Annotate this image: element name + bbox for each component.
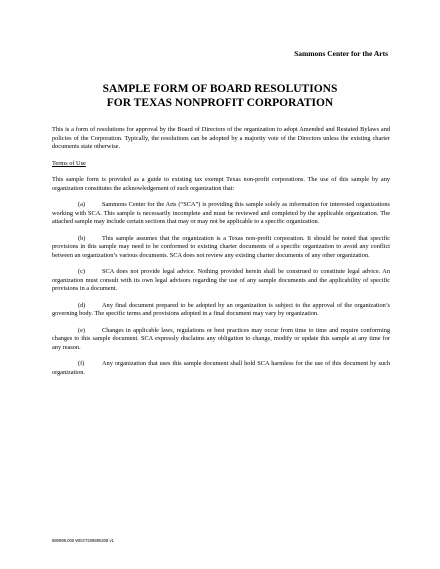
document-title: [0, 82, 440, 110]
terms-intro-paragraph: This sample form is provided as a guide to existing tax exempt Texas non-profit corporations. The use of this sample by any organization constitutes the acknowledgement of such organization that:: [52, 176, 390, 192]
item-label: (c): [78, 268, 85, 275]
document-body: [52, 126, 390, 385]
item-text: SCA does not provide legal advice. Nothing provided herein shall be construed to constitute legal advice. An organization must consult with its own legal advisors regarding the use of any sample documents and the applicability of specific provisions in a document.: [52, 268, 390, 292]
terms-item-d: [52, 302, 390, 319]
terms-item-c: [52, 268, 390, 294]
terms-item-b: [52, 235, 390, 261]
terms-item-e: [52, 327, 390, 353]
terms-item-f: [52, 360, 390, 377]
title-line-2: FOR TEXAS NONPROFIT CORPORATION: [106, 97, 334, 109]
organization-name: Sammons Center for the Arts: [294, 49, 388, 58]
item-text: This sample assumes that the organization is a Texas non-profit corporation. It should be noted that specific provisions in this sample may need to be conformed to existing charter documents of a specific organization to avoid any conflict between an organization’s various documents. SCA does not review any existing charter documents of any other organization.: [52, 234, 390, 259]
item-text: Any organization that uses this sample document shall hold SCA harmless for the use of this document by such organization.: [52, 360, 390, 376]
item-text: Changes in applicable laws, regulations or best practices may occur from time to time and require conforming changes to this sample document. SCA expressly disclaims any obligation to change, modify or update this sample at any time for any reason.: [52, 326, 390, 351]
intro-paragraph: This is a form of resolutions for approval by the Board of Directors of the organization to adopt Amended and Restated Bylaws and policies of the Corporation. Typically, the resolutions can be adopted by a majority vote of the Directors unless the existing charter documents state otherwise.: [52, 126, 390, 150]
item-text: Sammons Center for the Arts (“SCA”) is providing this sample solely as information for interested organizations working with SCA. This sample is necessarily incomplete and must be reviewed and completed by the applicable organization. The attached sample may include certain sections that may or may not be applicable to a specific organization.: [52, 201, 390, 225]
item-label: (a): [78, 201, 85, 208]
title-line-1: SAMPLE FORM OF BOARD RESOLUTIONS: [102, 83, 338, 95]
terms-heading: Terms of Use: [52, 159, 86, 167]
item-text: Any final document prepared to be adopted by an organization is subject to the approval of the organization’s governing body. The specific terms and provisions adopted in a final document may vary by organization.: [52, 301, 390, 317]
item-label: (b): [78, 234, 86, 242]
item-label: (f): [78, 360, 85, 367]
document-id-footer: 880899.000 WEST209890208 v1: [52, 538, 114, 543]
item-label: (e): [78, 326, 85, 334]
terms-item-a: [52, 201, 390, 227]
item-label: (d): [78, 301, 86, 309]
